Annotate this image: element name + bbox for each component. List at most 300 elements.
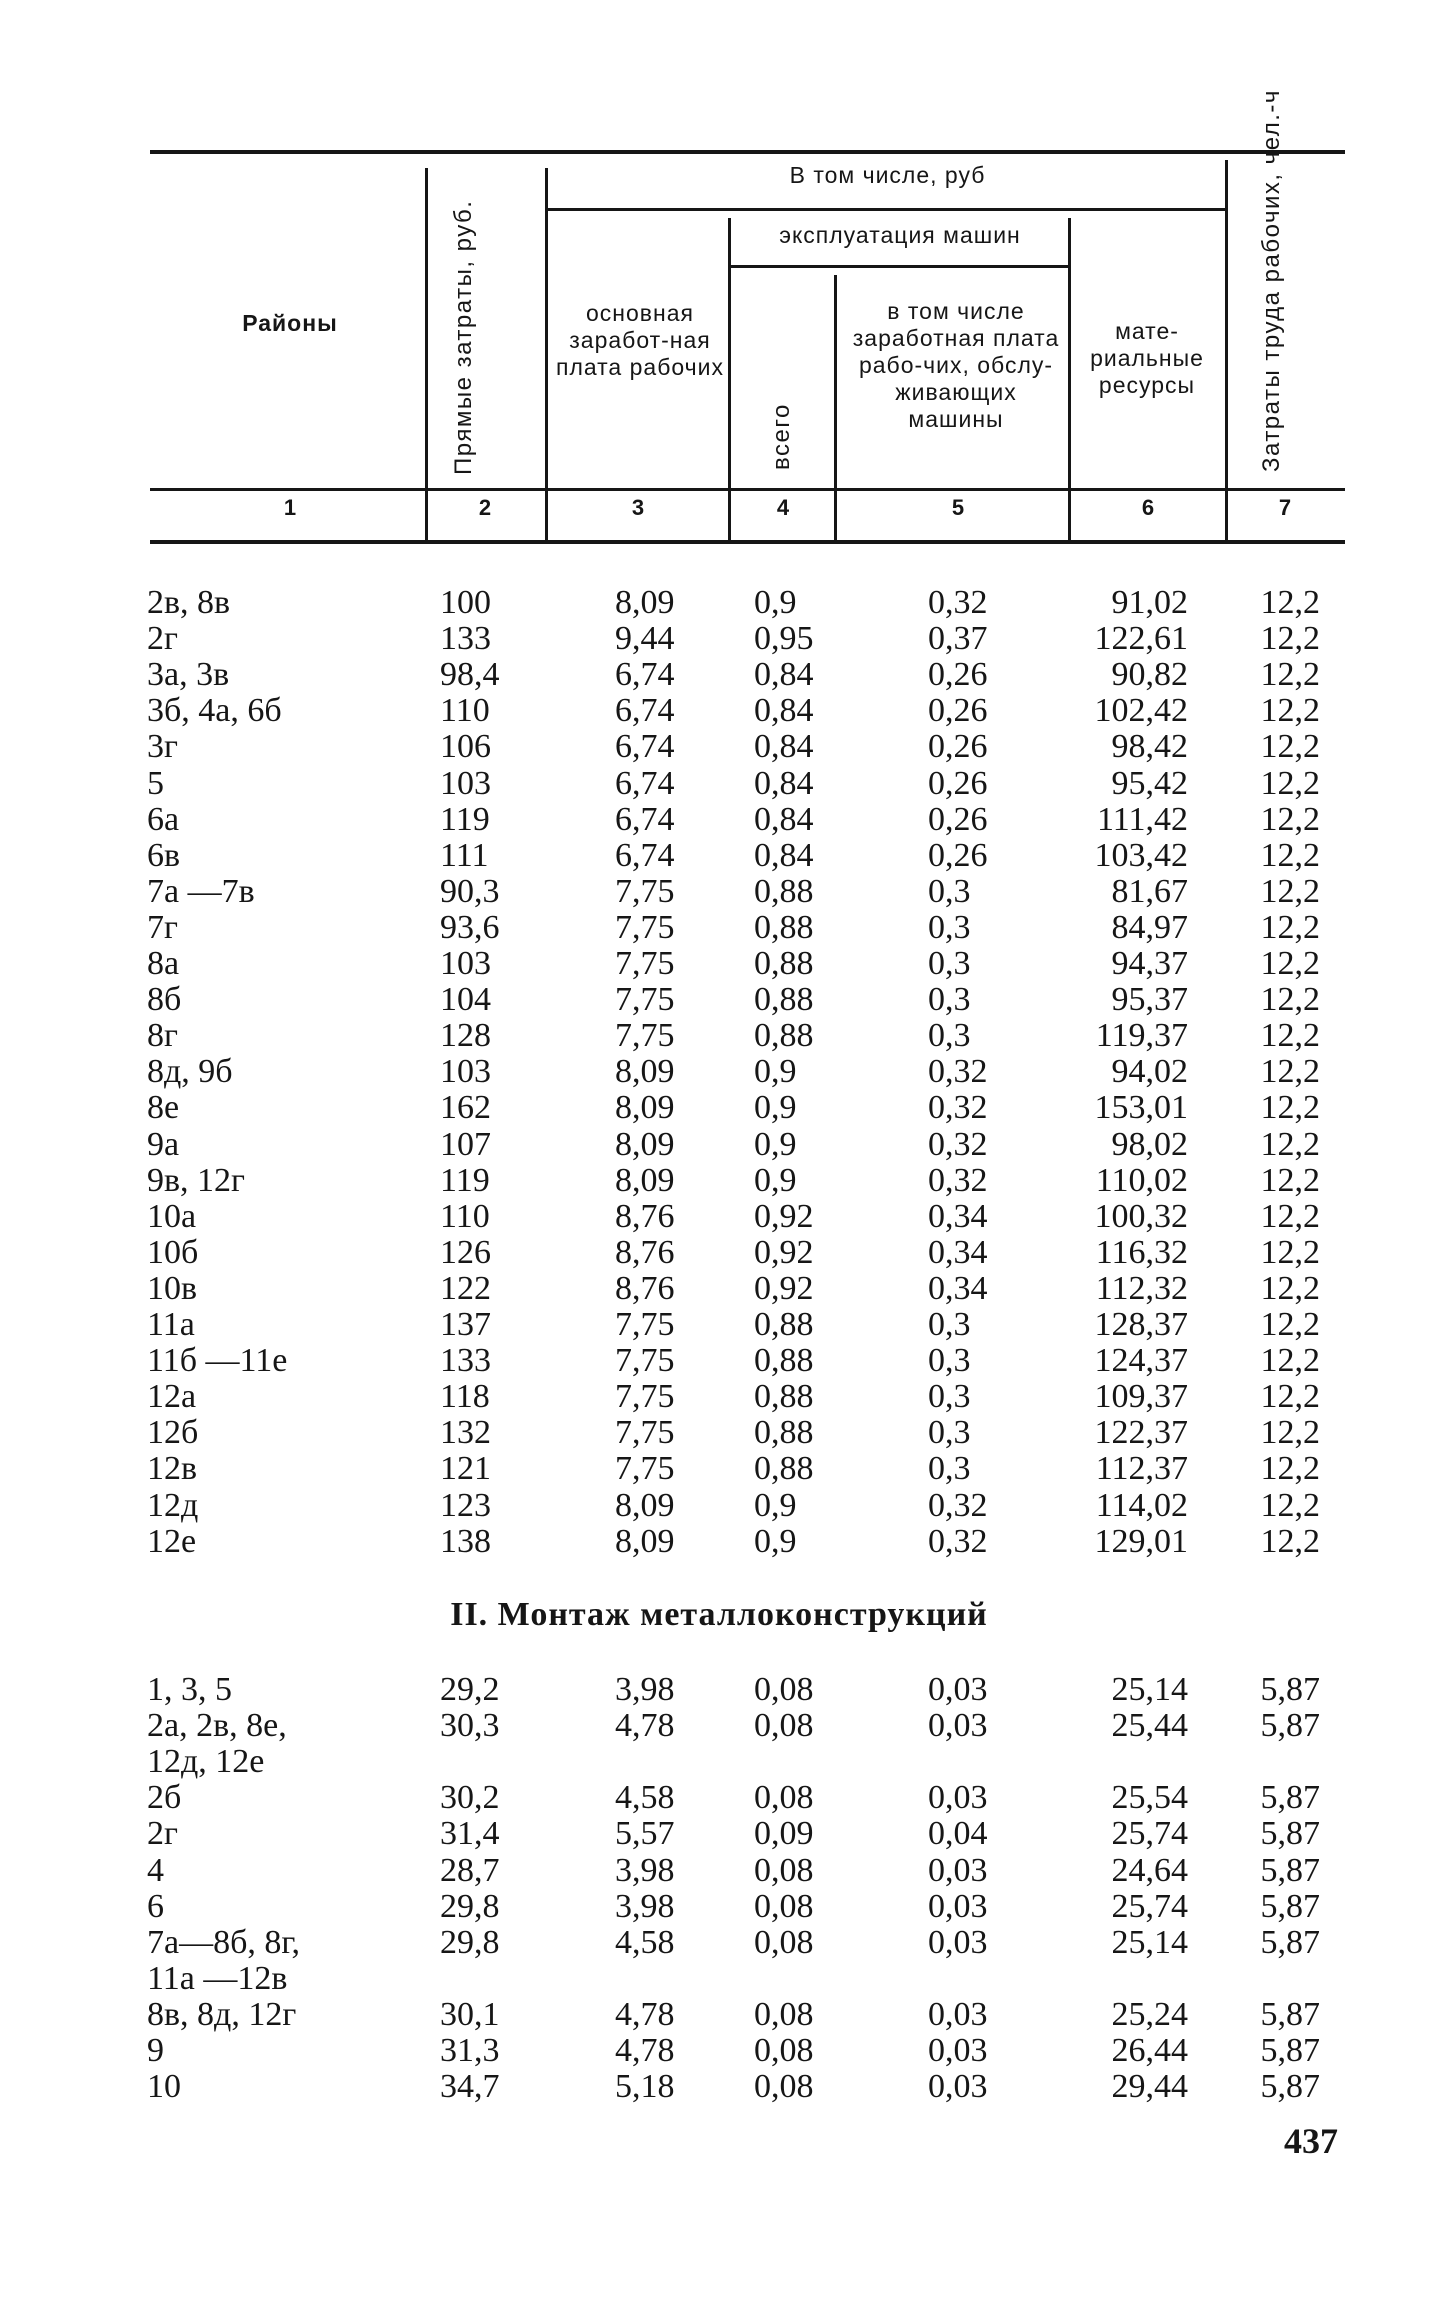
cell-total: 0,88 — [754, 1414, 814, 1452]
cell-wage: 8,09 — [615, 1161, 675, 1199]
table-row — [0, 1415, 1438, 1451]
cell-region: 12е — [147, 1522, 197, 1560]
cell-labor: 12,2 — [1260, 1089, 1320, 1127]
table-row — [0, 946, 1438, 982]
cell-material: 153,01 — [1094, 1089, 1188, 1127]
table-row — [0, 838, 1438, 874]
cell-mwage: 0,26 — [928, 836, 988, 874]
cell-total: 0,9 — [754, 1522, 797, 1560]
col6-header: мате-риальные ресурсы — [1090, 318, 1204, 398]
cell-total: 0,08 — [754, 1995, 814, 2033]
cell-total: 0,88 — [754, 981, 814, 1019]
cell-wage: 6,74 — [615, 692, 675, 730]
cell-direct: 106 — [440, 728, 491, 766]
table-row — [0, 2033, 1438, 2069]
cell-total: 0,88 — [754, 1342, 814, 1380]
cell-total: 0,08 — [754, 1779, 814, 1817]
cell-mwage: 0,3 — [928, 1378, 971, 1416]
cell-mwage: 0,26 — [928, 728, 988, 766]
cell-mwage: 0,3 — [928, 1450, 971, 1488]
cell-material: 119,37 — [1095, 1017, 1188, 1055]
cell-labor: 5,87 — [1260, 1707, 1320, 1745]
cell-direct: 133 — [440, 620, 491, 658]
cell-mwage: 0,03 — [928, 1995, 988, 2033]
cell-wage: 3,98 — [615, 1887, 675, 1925]
cell-mwage: 0,3 — [928, 1414, 971, 1452]
header-bottom-rule — [150, 488, 1345, 491]
cell-region: 12д, 12е — [147, 1743, 265, 1781]
cell-region: 11а — [147, 1306, 195, 1343]
cell-wage: 8,09 — [615, 1522, 675, 1560]
cell-direct: 122 — [440, 1269, 491, 1307]
cell-direct: 132 — [440, 1414, 491, 1452]
cell-direct: 90,3 — [440, 872, 500, 910]
cell-labor: 12,2 — [1260, 872, 1320, 910]
cell-labor: 12,2 — [1260, 620, 1320, 658]
cell-region: 2в, 8в — [147, 584, 231, 621]
table-row — [0, 1199, 1438, 1235]
cell-direct: 31,4 — [440, 1815, 500, 1853]
table-row — [0, 1961, 1438, 1997]
cell-total: 0,84 — [754, 656, 814, 694]
cell-material: 124,37 — [1094, 1342, 1188, 1380]
cell-total: 0,88 — [754, 908, 814, 946]
cell-material: 26,44 — [1111, 2032, 1188, 2069]
cell-material: 98,02 — [1111, 1125, 1188, 1163]
cell-material: 25,14 — [1111, 1923, 1188, 1961]
table-row — [0, 693, 1438, 729]
cell-region: 6в — [147, 836, 181, 874]
table-row — [0, 1744, 1438, 1780]
cell-mwage: 0,32 — [928, 1089, 988, 1127]
cell-material: 122,37 — [1094, 1414, 1188, 1452]
cell-material: 102,42 — [1094, 692, 1188, 730]
table-row — [0, 1090, 1438, 1126]
cell-wage: 7,75 — [615, 872, 675, 910]
table-row — [0, 1451, 1438, 1487]
table-row — [0, 1816, 1438, 1852]
table-row — [0, 1163, 1438, 1199]
cell-mwage: 0,3 — [928, 981, 971, 1019]
cell-direct: 123 — [440, 1486, 491, 1524]
table-row — [0, 585, 1438, 621]
cell-labor: 5,87 — [1260, 1995, 1320, 2033]
cell-total: 0,08 — [754, 1923, 814, 1961]
cell-material: 24,64 — [1111, 1851, 1188, 1889]
cell-labor: 12,2 — [1260, 836, 1320, 874]
cell-direct: 119 — [440, 800, 490, 838]
cell-total: 0,84 — [754, 800, 814, 838]
cell-direct: 103 — [440, 764, 491, 802]
section2-title: II. Монтаж металлоконструкций — [450, 1596, 988, 1633]
table-row — [0, 2069, 1438, 2105]
cell-mwage: 0,3 — [928, 1342, 971, 1380]
cell-material: 25,24 — [1111, 1995, 1188, 2033]
table-row — [0, 1672, 1438, 1708]
cell-labor: 12,2 — [1260, 945, 1320, 982]
cell-material: 98,42 — [1111, 728, 1188, 766]
cell-labor: 5,87 — [1260, 2068, 1320, 2106]
cell-total: 0,92 — [754, 1197, 814, 1235]
cell-direct: 29,2 — [440, 1671, 500, 1708]
cell-labor: 12,2 — [1260, 908, 1320, 946]
cell-material: 90,82 — [1111, 656, 1188, 694]
cell-region: 10б — [147, 1233, 199, 1271]
cell-region: 8б — [147, 981, 182, 1019]
col3-header: основная заработ-ная плата рабочих — [556, 300, 724, 380]
cell-direct: 103 — [440, 945, 491, 982]
cell-wage: 7,75 — [615, 908, 675, 946]
cell-mwage: 0,3 — [928, 1306, 971, 1343]
table-row — [0, 1018, 1438, 1054]
table-row — [0, 1343, 1438, 1379]
cell-wage: 8,09 — [615, 1053, 675, 1091]
cell-wage: 5,18 — [615, 2068, 675, 2106]
cell-direct: 30,1 — [440, 1995, 500, 2033]
cell-region: 8в, 8д, 12г — [147, 1995, 297, 2033]
cell-direct: 30,2 — [440, 1779, 500, 1817]
cell-material: 103,42 — [1094, 836, 1188, 874]
cell-material: 110,02 — [1095, 1161, 1188, 1199]
cell-labor: 5,87 — [1260, 1779, 1320, 1817]
cell-material: 122,61 — [1094, 620, 1188, 658]
table-row — [0, 1235, 1438, 1271]
cell-total: 0,84 — [754, 728, 814, 766]
cell-direct: 111 — [440, 836, 489, 874]
cell-material: 29,44 — [1111, 2068, 1188, 2106]
cell-material: 25,74 — [1111, 1887, 1188, 1925]
col-divider-2 — [545, 168, 548, 543]
cell-wage: 9,44 — [615, 620, 675, 658]
cell-mwage: 0,26 — [928, 800, 988, 838]
cell-region: 9 — [147, 2032, 164, 2069]
col7-header: Затраты труда рабочих, чел.-ч — [1258, 89, 1285, 472]
cell-direct: 31,3 — [440, 2032, 500, 2069]
table-row — [0, 1780, 1438, 1816]
table-row — [0, 910, 1438, 946]
table-row — [0, 1708, 1438, 1744]
cell-total: 0,88 — [754, 872, 814, 910]
cell-region: 8е — [147, 1089, 180, 1127]
col-number-4: 4 — [776, 495, 790, 520]
cell-labor: 12,2 — [1260, 764, 1320, 802]
cell-mwage: 0,04 — [928, 1815, 988, 1853]
cell-labor: 12,2 — [1260, 656, 1320, 694]
cell-labor: 12,2 — [1260, 1414, 1320, 1452]
cell-wage: 4,78 — [615, 2032, 675, 2069]
cell-direct: 128 — [440, 1017, 491, 1055]
cell-labor: 5,87 — [1260, 1671, 1320, 1708]
cell-total: 0,92 — [754, 1269, 814, 1307]
cell-material: 25,44 — [1111, 1707, 1188, 1745]
cell-labor: 12,2 — [1260, 692, 1320, 730]
cell-direct: 104 — [440, 981, 491, 1019]
cell-wage: 6,74 — [615, 764, 675, 802]
table-row — [0, 802, 1438, 838]
cell-material: 91,02 — [1111, 584, 1188, 621]
cell-mwage: 0,03 — [928, 1923, 988, 1961]
cell-material: 112,37 — [1095, 1450, 1188, 1488]
cell-total: 0,08 — [754, 2032, 814, 2069]
cell-total: 0,95 — [754, 620, 814, 658]
cell-material: 129,01 — [1094, 1522, 1188, 1560]
cell-direct: 110 — [440, 1197, 490, 1235]
cell-mwage: 0,26 — [928, 692, 988, 730]
cell-wage: 4,58 — [615, 1923, 675, 1961]
cell-labor: 5,87 — [1260, 2032, 1320, 2069]
cell-region: 12б — [147, 1414, 199, 1452]
cell-wage: 7,75 — [615, 1414, 675, 1452]
cell-labor: 5,87 — [1260, 1923, 1320, 1961]
cell-material: 84,97 — [1111, 908, 1188, 946]
cell-direct: 28,7 — [440, 1851, 500, 1889]
cell-direct: 138 — [440, 1522, 491, 1560]
col-number-5: 5 — [951, 495, 965, 520]
numbers-bottom-rule — [150, 540, 1345, 544]
cell-region: 12д — [147, 1486, 199, 1524]
table-row — [0, 1524, 1438, 1560]
cell-direct: 93,6 — [440, 908, 500, 946]
cell-direct: 110 — [440, 692, 490, 730]
cell-mwage: 0,3 — [928, 908, 971, 946]
machine-group-header: эксплуатация машин — [779, 222, 1021, 248]
cell-region: 5 — [147, 764, 164, 802]
cell-mwage: 0,32 — [928, 1053, 988, 1091]
cell-direct: 121 — [440, 1450, 491, 1488]
cell-total: 0,08 — [754, 1887, 814, 1925]
cell-direct: 119 — [440, 1161, 490, 1199]
cell-direct: 107 — [440, 1125, 491, 1163]
cell-total: 0,84 — [754, 764, 814, 802]
cell-direct: 29,8 — [440, 1923, 500, 1961]
cell-wage: 7,75 — [615, 1450, 675, 1488]
cell-mwage: 0,03 — [928, 2032, 988, 2069]
cell-direct: 34,7 — [440, 2068, 500, 2106]
cell-mwage: 0,32 — [928, 1161, 988, 1199]
cell-labor: 12,2 — [1260, 1125, 1320, 1163]
table-row — [0, 982, 1438, 1018]
cell-total: 0,08 — [754, 1671, 814, 1708]
cell-mwage: 0,3 — [928, 1017, 971, 1055]
col-divider-1 — [425, 168, 428, 543]
table-row — [0, 1997, 1438, 2033]
cell-direct: 137 — [440, 1306, 491, 1343]
cell-total: 0,84 — [754, 692, 814, 730]
cell-wage: 5,57 — [615, 1815, 675, 1853]
cell-labor: 5,87 — [1260, 1815, 1320, 1853]
cell-region: 6а — [147, 800, 180, 838]
cell-total: 0,08 — [754, 2068, 814, 2106]
cell-wage: 8,76 — [615, 1233, 675, 1271]
cell-total: 0,92 — [754, 1233, 814, 1271]
cell-direct: 162 — [440, 1089, 491, 1127]
cell-region: 2г — [147, 620, 178, 658]
cell-mwage: 0,03 — [928, 2068, 988, 2106]
cell-labor: 12,2 — [1260, 1017, 1320, 1055]
cell-total: 0,9 — [754, 1089, 797, 1127]
cell-region: 9в, 12г — [147, 1161, 245, 1199]
cell-region: 6 — [147, 1887, 164, 1925]
cell-wage: 3,98 — [615, 1851, 675, 1889]
cell-mwage: 0,34 — [928, 1233, 988, 1271]
cell-labor: 12,2 — [1260, 1486, 1320, 1524]
cell-wage: 7,75 — [615, 981, 675, 1019]
cell-region: 7г — [147, 908, 178, 946]
cell-total: 0,08 — [754, 1851, 814, 1889]
cell-mwage: 0,26 — [928, 656, 988, 694]
cell-material: 25,14 — [1111, 1671, 1188, 1708]
cell-material: 94,37 — [1111, 945, 1188, 982]
cell-wage: 7,75 — [615, 945, 675, 982]
cell-region: 11а —12в — [147, 1959, 288, 1997]
col5-header: в том числе заработная плата рабо-чих, обслу-живающих машины — [852, 298, 1060, 432]
cell-region: 12в — [147, 1450, 198, 1488]
table-row — [0, 1925, 1438, 1961]
col-divider-3 — [728, 218, 731, 543]
cell-wage: 6,74 — [615, 728, 675, 766]
table-row — [0, 621, 1438, 657]
cell-mwage: 0,32 — [928, 1125, 988, 1163]
cell-region: 11б —11е — [147, 1342, 288, 1380]
cell-wage: 6,74 — [615, 836, 675, 874]
col1-header: Районы — [242, 310, 338, 336]
group-rule — [545, 208, 1225, 211]
cell-mwage: 0,34 — [928, 1197, 988, 1235]
cell-mwage: 0,03 — [928, 1779, 988, 1817]
cell-mwage: 0,3 — [928, 945, 971, 982]
cell-mwage: 0,3 — [928, 872, 971, 910]
col-number-1: 1 — [283, 495, 297, 520]
cell-wage: 6,74 — [615, 656, 675, 694]
cell-material: 109,37 — [1094, 1378, 1188, 1416]
cell-region: 10в — [147, 1269, 198, 1307]
table-row — [0, 1889, 1438, 1925]
cell-mwage: 0,26 — [928, 764, 988, 802]
cell-direct: 29,8 — [440, 1887, 500, 1925]
col2-header: Прямые затраты, руб. — [450, 199, 477, 475]
cell-wage: 7,75 — [615, 1306, 675, 1343]
cell-labor: 12,2 — [1260, 1306, 1320, 1343]
cell-direct: 126 — [440, 1233, 491, 1271]
col-divider-4 — [834, 275, 837, 543]
table-row — [0, 1307, 1438, 1343]
cell-material: 94,02 — [1111, 1053, 1188, 1091]
cell-labor: 5,87 — [1260, 1851, 1320, 1889]
cell-region: 2б — [147, 1779, 182, 1817]
cell-region: 3г — [147, 728, 178, 766]
cell-direct: 103 — [440, 1053, 491, 1091]
cell-total: 0,88 — [754, 1017, 814, 1055]
cell-labor: 12,2 — [1260, 1450, 1320, 1488]
col-divider-6 — [1225, 160, 1228, 543]
table-row — [0, 766, 1438, 802]
cell-material: 25,54 — [1111, 1779, 1188, 1817]
cell-direct: 30,3 — [440, 1707, 500, 1745]
cell-total: 0,88 — [754, 1378, 814, 1416]
col-divider-5 — [1068, 218, 1071, 543]
cell-mwage: 0,37 — [928, 620, 988, 658]
cell-region: 12а — [147, 1378, 197, 1416]
cell-material: 114,02 — [1095, 1486, 1188, 1524]
cell-labor: 12,2 — [1260, 728, 1320, 766]
cell-direct: 98,4 — [440, 656, 500, 694]
table-row — [0, 874, 1438, 910]
cell-wage: 3,98 — [615, 1671, 675, 1708]
cell-wage: 8,09 — [615, 584, 675, 621]
cell-material: 100,32 — [1094, 1197, 1188, 1235]
cell-material: 116,32 — [1095, 1233, 1188, 1271]
cell-mwage: 0,03 — [928, 1707, 988, 1745]
cell-wage: 6,74 — [615, 800, 675, 838]
cell-wage: 4,78 — [615, 1995, 675, 2033]
cell-total: 0,9 — [754, 1486, 797, 1524]
cell-material: 128,37 — [1094, 1306, 1188, 1343]
cell-mwage: 0,03 — [928, 1851, 988, 1889]
table-row — [0, 1054, 1438, 1090]
cell-total: 0,84 — [754, 836, 814, 874]
col-number-7: 7 — [1278, 495, 1292, 520]
cell-labor: 12,2 — [1260, 584, 1320, 621]
table-row — [0, 1488, 1438, 1524]
cell-region: 8д, 9б — [147, 1053, 233, 1091]
table-row — [0, 1379, 1438, 1415]
header-top-rule — [150, 150, 1345, 154]
cell-material: 95,42 — [1111, 764, 1188, 802]
cell-direct: 100 — [440, 584, 491, 621]
cell-labor: 12,2 — [1260, 1161, 1320, 1199]
cell-labor: 12,2 — [1260, 981, 1320, 1019]
machine-group-rule — [728, 265, 1068, 268]
cell-region: 7а —7в — [147, 872, 255, 910]
cell-mwage: 0,03 — [928, 1671, 988, 1708]
cell-material: 95,37 — [1111, 981, 1188, 1019]
cell-material: 111,42 — [1097, 800, 1188, 838]
cell-region: 9а — [147, 1125, 180, 1163]
cell-labor: 12,2 — [1260, 1197, 1320, 1235]
cell-total: 0,9 — [754, 1125, 797, 1163]
cell-total: 0,88 — [754, 1450, 814, 1488]
cell-wage: 7,75 — [615, 1017, 675, 1055]
cell-wage: 7,75 — [615, 1378, 675, 1416]
cell-direct: 118 — [440, 1378, 490, 1416]
cell-labor: 12,2 — [1260, 1269, 1320, 1307]
cell-labor: 12,2 — [1260, 1053, 1320, 1091]
cell-wage: 8,09 — [615, 1486, 675, 1524]
col-number-6: 6 — [1141, 495, 1155, 520]
cell-labor: 12,2 — [1260, 1522, 1320, 1560]
cell-total: 0,88 — [754, 1306, 814, 1343]
cell-labor: 5,87 — [1260, 1887, 1320, 1925]
cell-total: 0,9 — [754, 1053, 797, 1091]
cell-total: 0,88 — [754, 945, 814, 982]
table-row — [0, 729, 1438, 765]
cell-labor: 12,2 — [1260, 1342, 1320, 1380]
cell-direct: 133 — [440, 1342, 491, 1380]
cell-total: 0,9 — [754, 1161, 797, 1199]
cell-wage: 4,78 — [615, 1707, 675, 1745]
table-row — [0, 1271, 1438, 1307]
cell-total: 0,08 — [754, 1707, 814, 1745]
cell-material: 25,74 — [1111, 1815, 1188, 1853]
cell-labor: 12,2 — [1260, 800, 1320, 838]
cell-region: 8а — [147, 945, 180, 982]
cell-total: 0,09 — [754, 1815, 814, 1853]
cell-material: 112,32 — [1095, 1269, 1188, 1307]
cell-wage: 8,76 — [615, 1197, 675, 1235]
cell-wage: 8,09 — [615, 1089, 675, 1127]
cell-region: 10 — [147, 2068, 181, 2106]
page-number: 437 — [1284, 2121, 1338, 2161]
